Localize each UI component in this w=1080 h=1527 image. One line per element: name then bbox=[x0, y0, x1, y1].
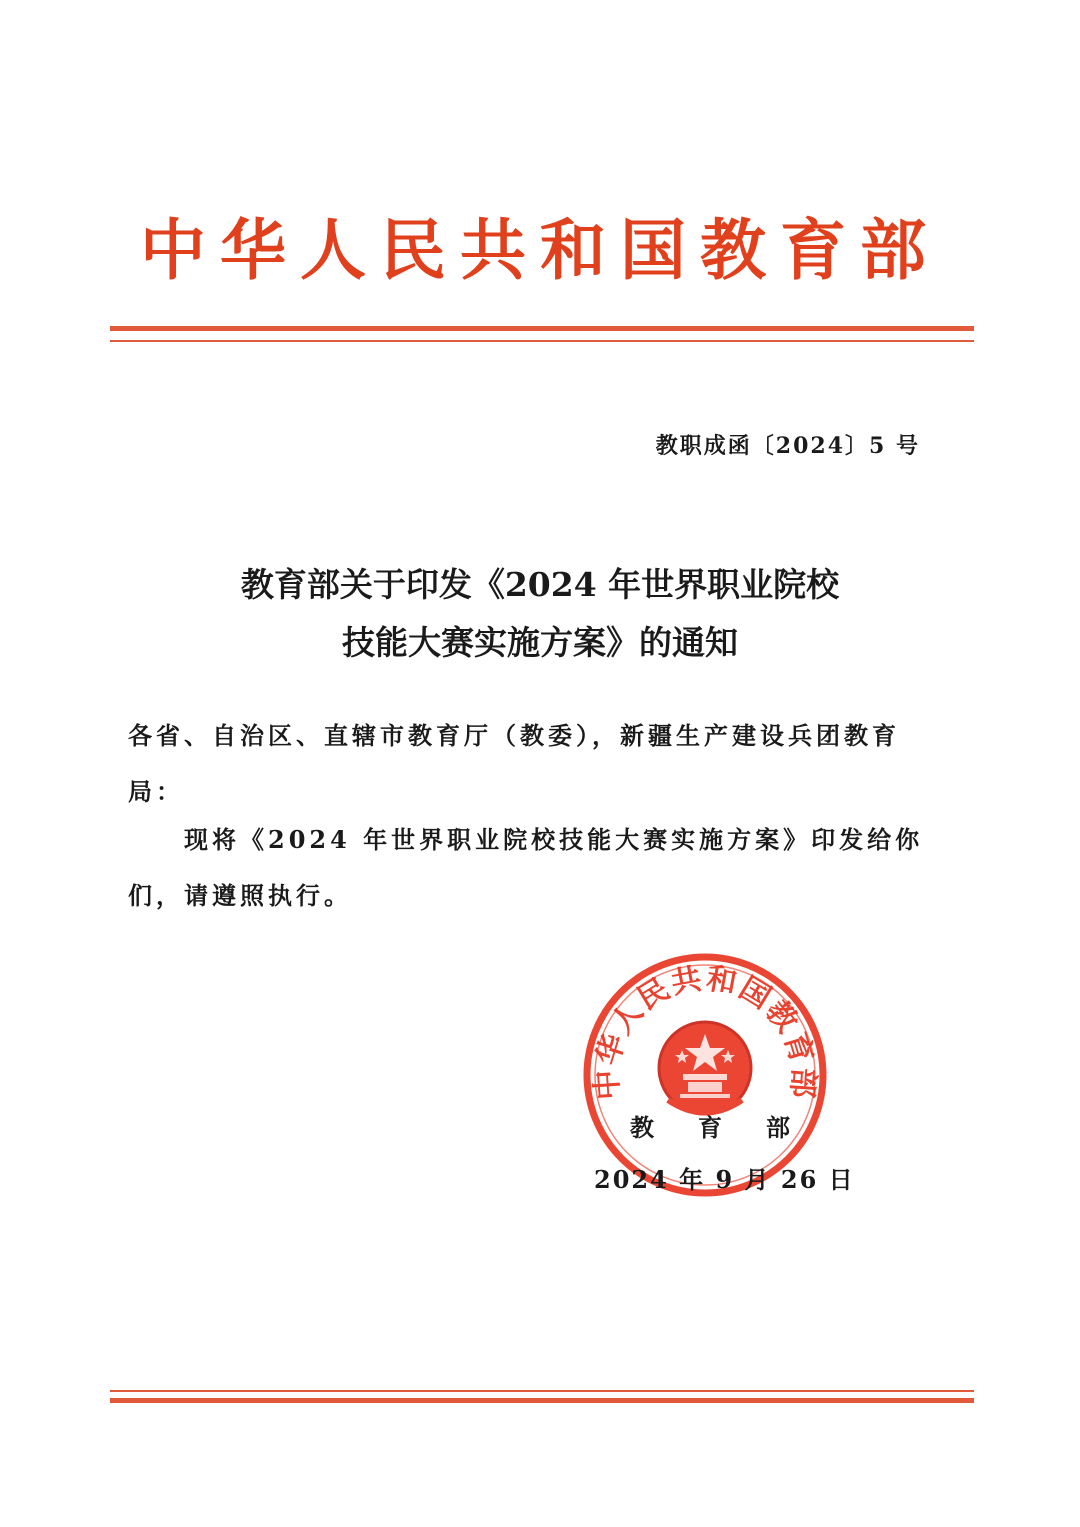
signer-char: 教 bbox=[630, 1113, 654, 1142]
signer-char: 部 bbox=[766, 1113, 790, 1142]
signer bbox=[630, 1110, 790, 1146]
seal-ring-text: 中华人民共和国教育部 bbox=[589, 961, 821, 1101]
signature-date: 2024 年 9 月 26 日 bbox=[594, 1165, 855, 1194]
document-number: 教职成函〔2024〕5 号 bbox=[655, 433, 920, 459]
letterhead-rule-thin bbox=[110, 340, 974, 342]
document-title bbox=[0, 556, 1080, 672]
document-title-line-2: 技能大赛实施方案》的通知 bbox=[342, 623, 738, 662]
national-emblem-icon bbox=[659, 1022, 751, 1114]
letterhead-title: 中华人民共和国教育部 bbox=[140, 211, 940, 289]
document-title-line-1: 教育部关于印发《2024 年世界职业院校 bbox=[240, 565, 840, 604]
letterhead-rule-thick bbox=[110, 326, 974, 331]
footer-rule-thick bbox=[110, 1398, 974, 1403]
signer-char: 育 bbox=[698, 1113, 722, 1142]
addressee: 各省、自治区、直辖市教育厅（教委），新疆生产建设兵团教育局： bbox=[128, 721, 900, 806]
footer-rule-thin bbox=[110, 1390, 974, 1392]
body-paragraph: 现将《2024 年世界职业院校技能大赛实施方案》印发给你们，请遵照执行。 bbox=[128, 825, 924, 910]
